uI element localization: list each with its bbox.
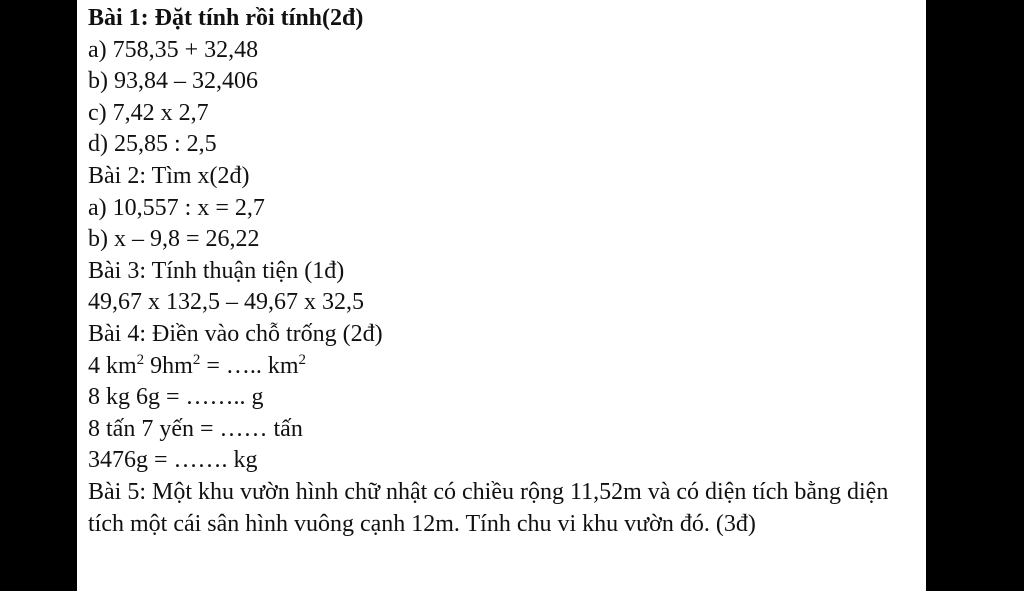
bai5-text: Bài 5: Một khu vườn hình chữ nhật có chiều rộng 11,52m và có diện tích bằng diện tích một cái sân hình vuông cạnh 12m. Tính chu vi khu vườn đó. (3đ) xyxy=(88,478,889,537)
bai1-title: Bài 1: Đặt tính rồi tính(2đ) xyxy=(88,5,364,31)
bai4-title: Bài 4: Điền vào chỗ trống (2đ) xyxy=(88,320,383,347)
bai4-line-1-part-b: 9hm xyxy=(144,352,193,379)
bai4-line-1-part-c: = ….. km xyxy=(200,352,299,379)
bai3-expression: 49,67 x 132,5 – 49,67 x 32,5 xyxy=(88,289,364,316)
bai1-item-d: d) 25,85 : 2,5 xyxy=(88,131,217,158)
bai4-line-1-sup-3: 2 xyxy=(298,351,307,368)
bai4-line-3: 8 tấn 7 yến = …… tấn xyxy=(88,415,303,442)
bai4-line-1-part-a: 4 km xyxy=(88,352,137,379)
bai3-title: Bài 3: Tính thuận tiện (1đ) xyxy=(88,257,345,284)
bai4-line-4: 3476g = ……. kg xyxy=(88,447,258,474)
document-page xyxy=(77,0,926,591)
bai1-item-c: c) 7,42 x 2,7 xyxy=(88,99,209,126)
bai4-line-2: 8 kg 6g = …….. g xyxy=(88,384,264,411)
bai4-line-1-sup-1: 2 xyxy=(136,351,145,368)
bai2-item-a: a) 10,557 : x = 2,7 xyxy=(88,194,265,221)
bai2-title: Bài 2: Tìm x(2đ) xyxy=(88,162,250,189)
bai4-line-1-sup-2: 2 xyxy=(192,351,201,368)
bai4-line-1 xyxy=(88,351,918,383)
bai1-item-a: a) 758,35 + 32,48 xyxy=(88,36,259,63)
bai2-item-b: b) x – 9,8 = 26,22 xyxy=(88,226,260,253)
bai1-item-b: b) 93,84 – 32,406 xyxy=(88,68,258,95)
exercise-content xyxy=(88,3,918,540)
